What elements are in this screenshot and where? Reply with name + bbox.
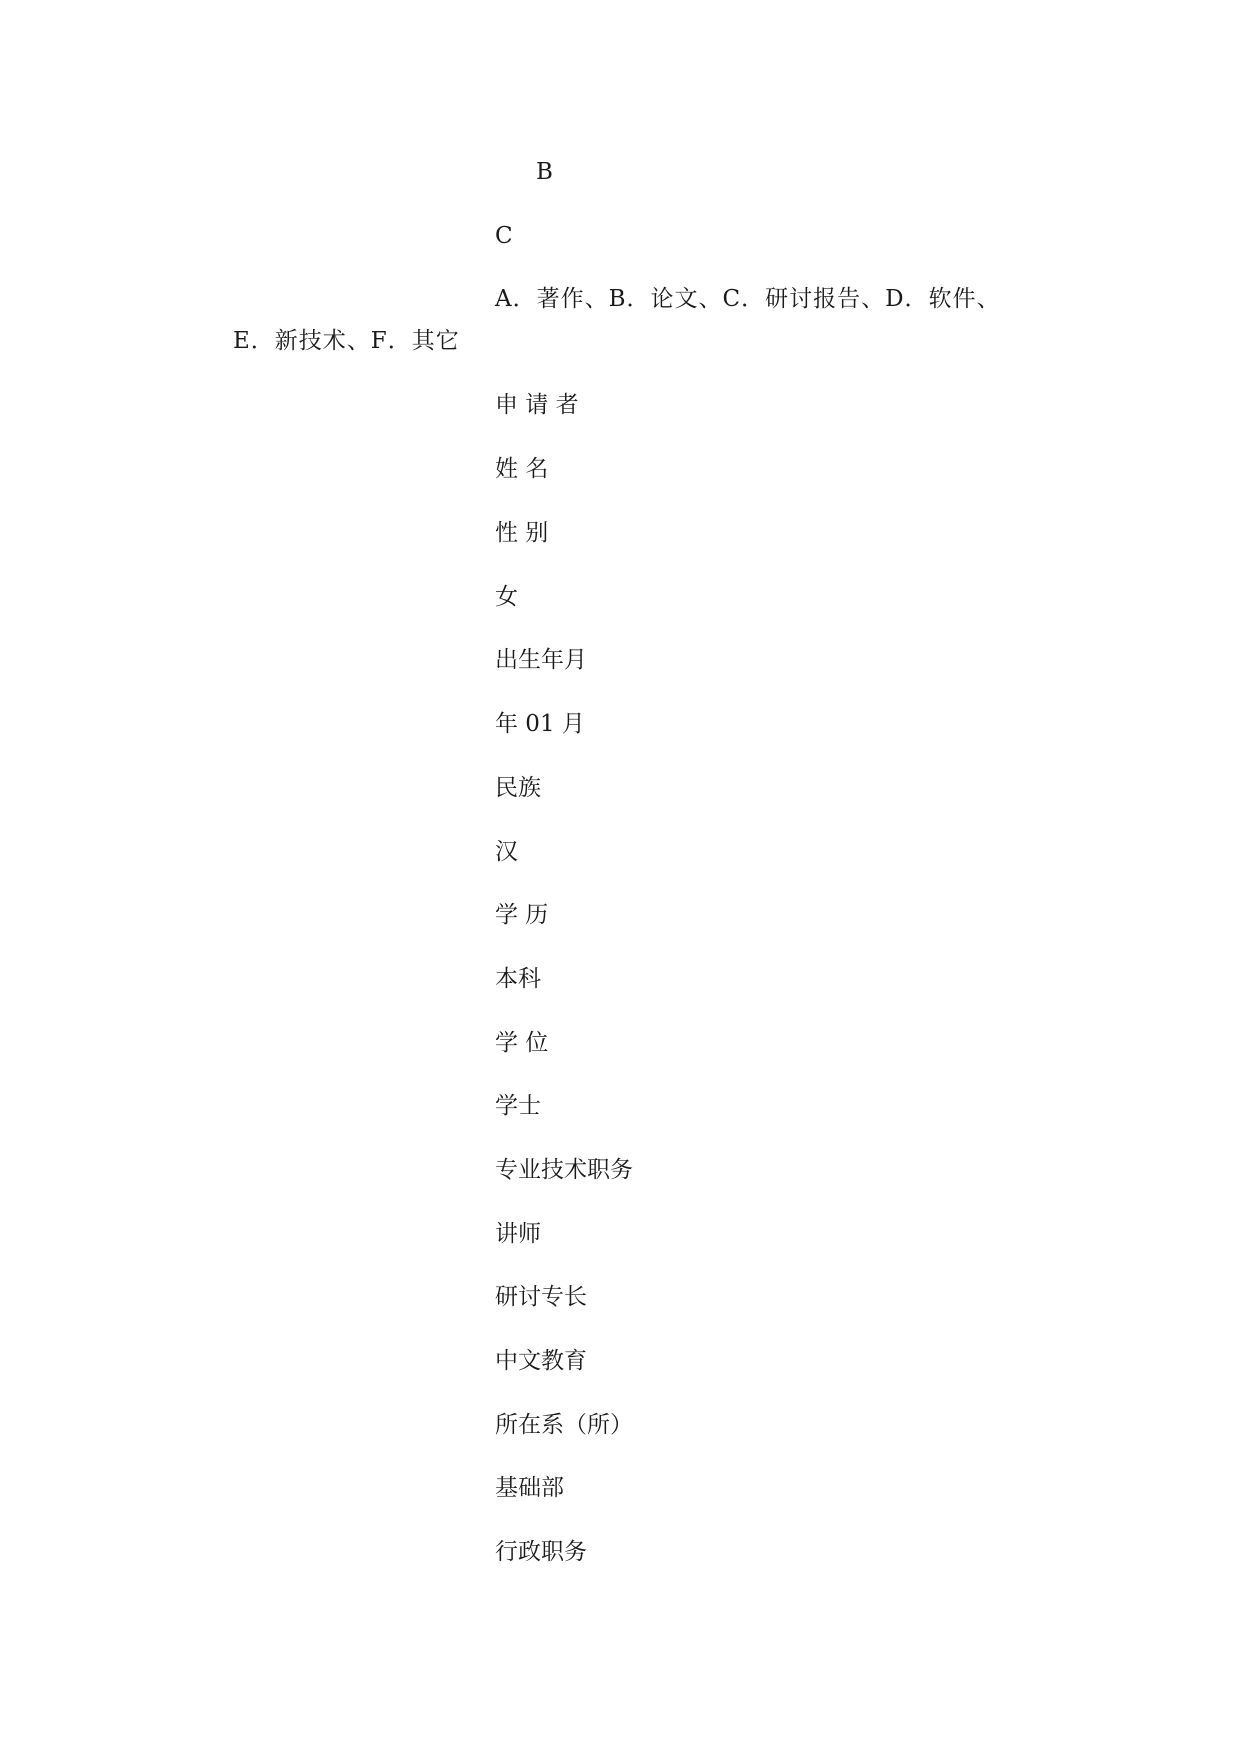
education-label: 学 历	[495, 902, 549, 928]
admin-post-label: 行政职务	[495, 1539, 587, 1565]
ethnicity-value: 汉	[495, 839, 518, 865]
marker-b: B	[536, 159, 553, 185]
degree-value: 学士	[495, 1093, 541, 1119]
marker-c: C	[495, 223, 513, 249]
title-value: 讲师	[495, 1221, 541, 1247]
applicant-heading: 申 请 者	[495, 392, 579, 418]
specialty-value: 中文教育	[495, 1348, 587, 1374]
department-value: 基础部	[495, 1475, 564, 1501]
department-label: 所在系（所）	[495, 1412, 633, 1438]
name-label: 姓 名	[495, 456, 549, 482]
birth-label: 出生年月	[495, 647, 587, 673]
gender-label: 性 别	[495, 520, 549, 546]
degree-label: 学 位	[495, 1030, 549, 1056]
specialty-label: 研讨专长	[495, 1284, 587, 1310]
category-options-line1: A．著作、B．论文、C．研讨报告、D．软件、	[495, 286, 1001, 312]
education-value: 本科	[495, 966, 541, 992]
ethnicity-label: 民族	[495, 775, 541, 801]
title-label: 专业技术职务	[495, 1157, 633, 1183]
category-options-line2: E．新技术、F．其它	[233, 328, 460, 354]
birth-value: 年 01 月	[495, 711, 585, 737]
gender-value: 女	[495, 584, 518, 610]
